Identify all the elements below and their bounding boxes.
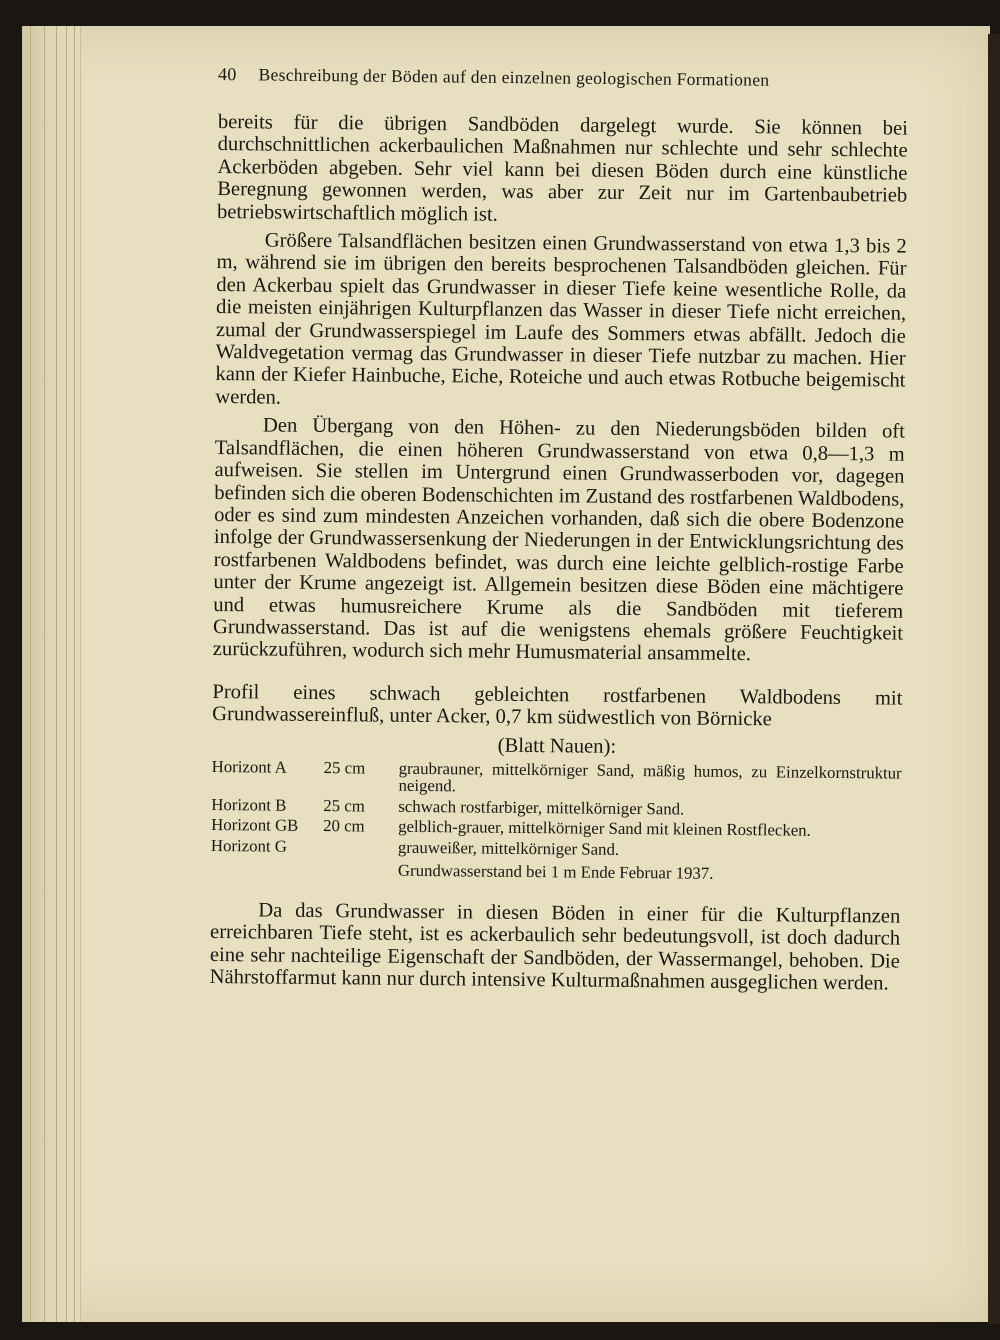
binding-line bbox=[44, 26, 45, 1322]
horizon-name: Horizont GB bbox=[211, 815, 299, 836]
running-title: Beschreibung der Böden auf den einzelnen geologischen Formationen bbox=[258, 64, 770, 90]
groundwater-note: Grundwasserstand bei 1 m Ende Februar 1937. bbox=[397, 861, 714, 884]
horizon-row bbox=[211, 837, 901, 861]
horizon-depth: 20 cm bbox=[323, 816, 365, 836]
paragraph-1: bereits für die übrigen Sandböden dargelegt wurde. Sie können bei durchschnittlichen ackerbaulichen Maßnahmen nur schlechte und sehr schlechte Ackerböden abgeben. Sehr viel kann bei diesen Böden durch eine künstliche Beregnung gewonnen werden, was aber zur Zeit nur im Gartenbaubetrieb betriebswirtschaftlich möglich ist. bbox=[216, 111, 908, 226]
book-page bbox=[22, 26, 990, 1322]
binding-line bbox=[56, 26, 57, 1322]
profile-subtitle: (Blatt Nauen): bbox=[497, 734, 617, 758]
horizon-row bbox=[211, 758, 901, 800]
binding-line bbox=[30, 26, 31, 1322]
horizon-name: Horizont A bbox=[211, 756, 287, 777]
running-head bbox=[218, 64, 908, 92]
page-number: 40 bbox=[217, 64, 237, 85]
horizon-name: Horizont G bbox=[210, 835, 288, 856]
horizon-depth bbox=[323, 838, 398, 856]
horizon-depth: 25 cm bbox=[323, 758, 366, 778]
binding-line bbox=[66, 26, 67, 1322]
profile-title: Profil eines schwach gebleichten rostfarbenen Waldbodens mit Grundwassereinfluß, unter Acker, 0,7 km südwestlich von Börnicke bbox=[212, 680, 903, 731]
horizon-name: Horizont B bbox=[211, 794, 287, 815]
horizon-description: schwach rostfarbiger, mittelkörniger Sand. bbox=[398, 796, 685, 819]
scan-edge bbox=[988, 34, 1000, 1324]
paragraph-3: Den Übergang von den Höhen- zu den Niederungsböden bilden oft Talsandflächen, die einen höheren Grundwasserstand von etwa 0,8—1,3 m aufweisen. Sie stellen im Untergrund einen Grundwasserboden vor, dagegen befinden sich die oberen Bodenschichten im Zustand des rostfarbenen Waldbodens, oder es sind zum mindesten Anzeichen vorhanden, daß sich die obere Bodenzone infolge der Grundwassersenkung der Niederungen in der Entwicklungsrichtung des rostfarbenen Waldbodens befindet, was durch eine leichte gelblich-rostige Farbe unter der Krume angezeigt ist. Allgemein besitzen diese Böden eine mächtigere und etwas humusreichere Krume als die Sandböden mit tieferem Grundwasserstand. Das ist auf die wenigstens ehemals größere Feuchtigkeit zurückzuführen, wodurch sich mehr Humusmaterial ansammelte. bbox=[212, 414, 906, 666]
horizon-description: gelblich-grauer, mittelkörniger Sand mit kleinen Rostflecken. bbox=[398, 817, 811, 841]
paragraph-2: Größere Talsandflächen besitzen einen Grundwasserstand von etwa 1,3 bis 2 m, während sie im übrigen den bereits besprochenen Talsandböden gleichen. Für den Ackerbau spielt das Grundwasser in dieser Tiefe keine wesentliche Rolle, da die meisten einjährigen Kulturpflanzen das Wasser in dieser Tiefe nicht erreichen, zumal der Grundwasserspiegel im Laufe des Sommers etwas abfällt. Jedoch die Waldvegetation vermag das Grundwasser in dieser Tiefe nutzbar zu machen. Hier kann der Kiefer Hainbuche, Eiche, Roteiche und auch etwas Rotbuche beigemischt werden. bbox=[215, 229, 907, 409]
horizon-list bbox=[211, 758, 902, 861]
horizon-description: graubrauner, mittelkörniger Sand, mäßig humos, zu Einzelkornstruktur neigend. bbox=[398, 758, 902, 796]
binding-line bbox=[74, 26, 75, 1322]
body-text bbox=[210, 111, 908, 995]
page-content bbox=[209, 64, 908, 995]
horizon-description: grauweißer, mittelkörniger Sand. bbox=[397, 837, 620, 859]
book-binding bbox=[22, 26, 81, 1322]
horizon-depth: 25 cm bbox=[323, 796, 365, 816]
closing-paragraph: Da das Grundwasser in diesen Böden in einer für die Kulturpflanzen erreichbaren Tiefe steht, ist es ackerbaulich sehr bedeutungsvoll, ist doch dadurch eine sehr nachteilige Eigenschaft der Sandböden, der Wassermangel, behoben. Die Nährstoffarmut kann nur durch intensive Kulturmaßnahmen ausgeglichen werden. bbox=[209, 899, 901, 995]
